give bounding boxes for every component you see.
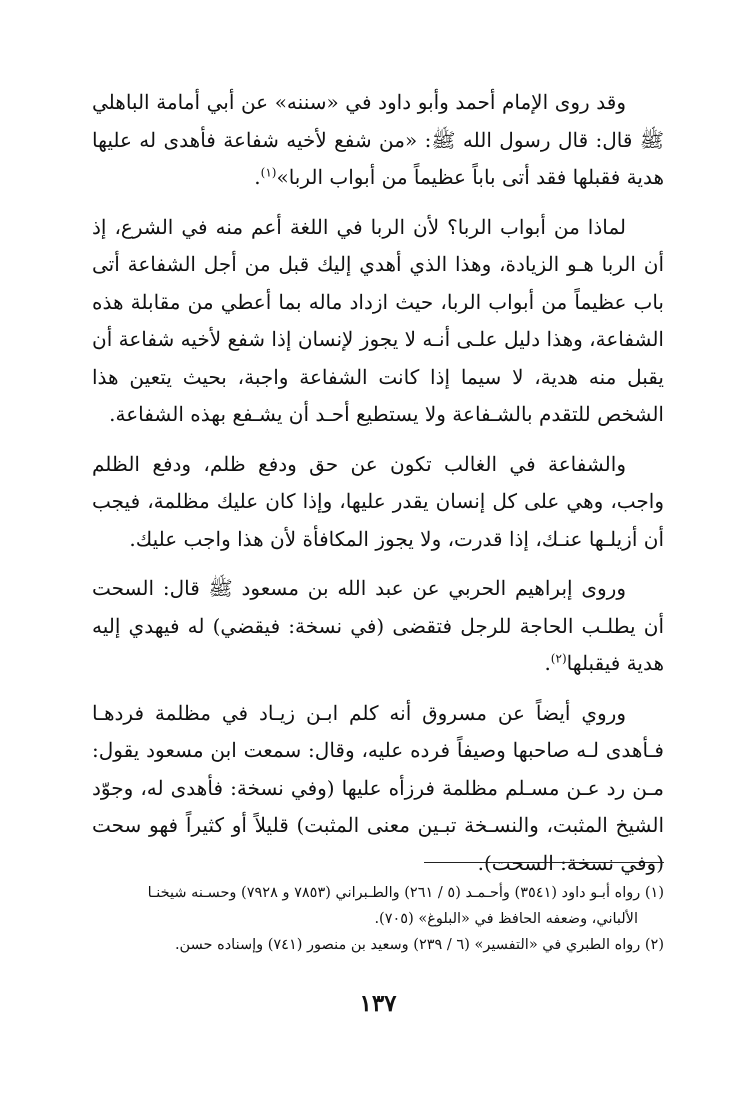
paragraph-1-text: وقد روى الإمام أحمد وأبو داود في «سننه» عن أبي أمامة الباهلي ﷺ قال: قال رسول الله ﷺ: «من شفع لأخيه شفاعة فأهدى له عليها هدية فقبلها فقد أتى باباً عظيماً من أبواب الربا» bbox=[92, 90, 664, 189]
main-text bbox=[92, 84, 664, 894]
footnote-2-label: (٢) bbox=[644, 937, 664, 953]
paragraph-3-text: والشفاعة في الغالب تكون عن حق ودفع ظلم، ودفع الظلم واجب، وهي على كل إنسان يقدر عليها، وإذا كان عليك مظلمة، فيجب أن أزيلـها عنـك، إذا قدرت، ولا يجوز المكافأة لأن هذا واجب عليك. bbox=[92, 451, 664, 551]
footnote-1 bbox=[92, 880, 664, 906]
footnote-1-text: رواه أبـو داود (٣٥٤١) وأحـمـد (٥ / ٢٦١) والطـبراني (٧٨٥٣ و ٧٩٢٨) وحسـنه شيخنـا bbox=[147, 885, 641, 901]
paragraph-4-text: وروى إبراهيم الحربي عن عبد الله بن مسعود ﷺ قال: السحت أن يطلـب الحاجة للرجل فتقضى (في نسخة: فيقضي) له فيهدي إليه هدية فيقبلها bbox=[92, 576, 664, 675]
paragraph-5 bbox=[92, 695, 664, 883]
paragraph-5-text: وروي أيضاً عن مسروق أنه كلم ابـن زيـاد في مظلمة فردهـا فـأهدى لـه صاحبها وصيفاً فرده عليه، وقال: سمعت ابن مسعود يقول: مـن رد عـن مسـلم مظلمة فرزأه عليها (وفي نسخة: فأهدى له، وجوّد الشيخ المثبت، والنسـخة تبـين معنى المثبت) قليلاً أو كثيراً فهو سحت (وفي نسخة: السحت). bbox=[92, 700, 664, 875]
page-number: ١٣٧ bbox=[359, 990, 397, 1017]
footnote-1-label: (١) bbox=[644, 885, 664, 901]
footnote-ref-2: (٢) bbox=[550, 651, 567, 666]
paragraph-3 bbox=[92, 446, 664, 559]
paragraph-4-end: . bbox=[544, 651, 551, 675]
paragraph-4 bbox=[92, 570, 664, 683]
footnote-2-text: رواه الطبري في «التفسير» (٦ / ٢٣٩) وسعيد بن منصور (٧٤١) وإسناده حسن. bbox=[174, 937, 641, 953]
footnotes bbox=[92, 880, 664, 958]
paragraph-1-end: . bbox=[254, 165, 261, 189]
footnote-2 bbox=[92, 932, 664, 958]
paragraph-2 bbox=[92, 209, 664, 434]
footnote-ref-1: (١) bbox=[260, 165, 277, 180]
paragraph-1 bbox=[92, 84, 664, 197]
footnote-1-continuation: الألباني، وضعفه الحافظ في «البلوغ» (٧٠٥). bbox=[374, 911, 638, 927]
footnote-divider bbox=[424, 862, 664, 863]
paragraph-2-text: لماذا من أبواب الربا؟ لأن الربا في اللغة أعم منه في الشرع، إذ أن الربا هـو الزيادة، وهذا الذي أهدي إليك قبل من أجل الشفاعة أتى باب عظيماً من أبواب الربا، حيث ازداد ماله بما أعطي من مقابلة هذه الشفاعة، وهذا دليل علـى أنـه لا يجوز لإنسان إذا شفع لأخيه شفاعة أن يقبل منه هدية، لا سيما إذا كانت الشفاعة واجبة، بحيث يتعين هذا الشخص للتقدم بالشـفاعة ولا يستطيع أحـد أن يشـفع بهذه الشفاعة. bbox=[92, 214, 664, 426]
